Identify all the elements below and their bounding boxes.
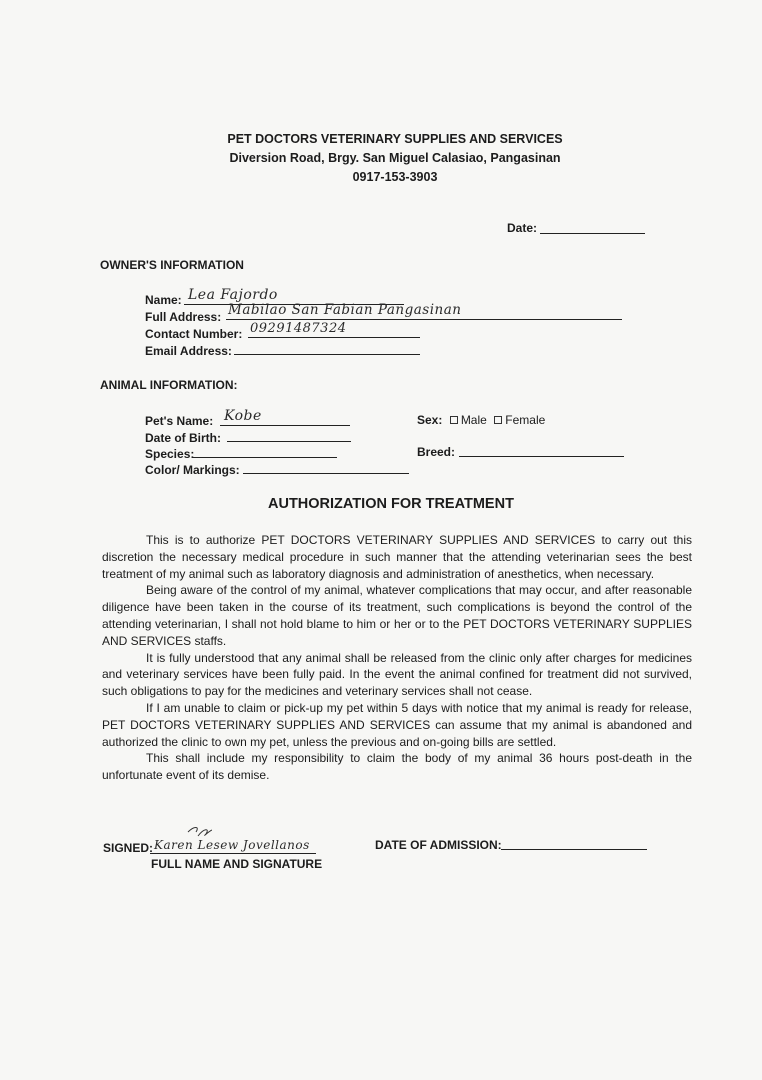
authorization-paragraph: This is to authorize PET DOCTORS VETERINARY SUPPLIES AND SERVICES to carry out this discretion the necessary medical procedure in such manner that the attending veterinarian sees the best treatment of my animal such as laboratory diagnosis and administration of anesthetics, when necessary. xyxy=(102,533,692,581)
owner-address-label: Full Address: xyxy=(145,310,222,324)
owner-section-title: OWNER'S INFORMATION xyxy=(100,258,244,272)
sex-female-checkbox[interactable] xyxy=(494,416,502,424)
sex-male-label: Male xyxy=(460,413,487,427)
date-field[interactable] xyxy=(540,233,645,234)
authorization-paragraph: If I am unable to claim or pick-up my pet within 5 days with notice that my animal is ready for release, PET DOCTORS VETERINARY SUPPLIES AND SERVICES can assume that my animal is abandoned and authorized the clinic to own my pet, unless the previous and on-going bills are settled. xyxy=(102,700,692,749)
owner-address-field[interactable] xyxy=(226,319,622,320)
authorization-body xyxy=(102,532,692,784)
owner-contact-label: Contact Number: xyxy=(145,327,243,341)
breed-label: Breed: xyxy=(417,445,456,459)
sex-group xyxy=(417,411,545,429)
clinic-name: PET DOCTORS VETERINARY SUPPLIES AND SERVICES xyxy=(227,132,563,146)
owner-email-label: Email Address: xyxy=(145,344,232,358)
authorization-paragraph: This shall include my responsibility to claim the body of my animal 36 hours post-death in the unfortunate event of its demise. xyxy=(102,751,692,783)
breed-field[interactable] xyxy=(459,456,624,457)
species-label: Species: xyxy=(145,447,195,461)
signature-field[interactable] xyxy=(150,853,316,854)
species-field[interactable] xyxy=(193,457,337,458)
signed-value: Karen Lesew Jovellanos xyxy=(154,838,310,852)
admission-date-field[interactable] xyxy=(501,849,647,850)
authorization-paragraph: It is fully understood that any animal shall be released from the clinic only after charges for medicines and veterinary services have been fully paid. In the event the animal confined for treatment did not survived, such obligations to pay for the medicines and veterinary services shall not cease. xyxy=(102,650,692,699)
pet-name-label: Pet's Name: xyxy=(145,414,214,428)
owner-email-field[interactable] xyxy=(234,354,420,355)
owner-address-value: Mabilao San Fabian Pangasinan xyxy=(228,302,462,318)
sex-male-checkbox[interactable] xyxy=(450,416,458,424)
pet-name-field[interactable] xyxy=(220,425,350,426)
color-markings-label: Color/ Markings: xyxy=(145,463,240,477)
signed-label: SIGNED: xyxy=(103,841,154,855)
color-markings-field[interactable] xyxy=(243,473,409,474)
clinic-address: Diversion Road, Brgy. San Miguel Calasiao, Pangasinan xyxy=(229,151,561,165)
clinic-phone: 0917-153-3903 xyxy=(352,170,438,184)
owner-contact-value: 09291487324 xyxy=(250,321,347,336)
date-label: Date: xyxy=(507,221,538,235)
admission-date-label: DATE OF ADMISSION: xyxy=(375,838,502,852)
authorization-paragraph: Being aware of the control of my animal, whatever complications that may occur, and after reasonable diligence have been taken in the course of its treatment, such complications is beyond the control of the attending veterinarian, I shall not hold blame to him or her or to the PET DOCTORS VETERINARY SUPPLIES AND SERVICES staffs. xyxy=(102,583,692,648)
sex-female-label: Female xyxy=(505,413,546,427)
owner-name-label: Name: xyxy=(145,293,182,307)
dob-label: Date of Birth: xyxy=(145,431,221,445)
pet-name-value: Kobe xyxy=(224,408,262,424)
owner-contact-field[interactable] xyxy=(248,337,420,338)
authorization-title: AUTHORIZATION FOR TREATMENT xyxy=(268,496,514,512)
owner-name-value: Lea Fajordo xyxy=(188,287,278,303)
sex-label: Sex: xyxy=(417,413,443,427)
dob-field[interactable] xyxy=(227,441,351,442)
signature-caption: FULL NAME AND SIGNATURE xyxy=(151,857,323,871)
animal-section-title: ANIMAL INFORMATION: xyxy=(100,378,238,392)
